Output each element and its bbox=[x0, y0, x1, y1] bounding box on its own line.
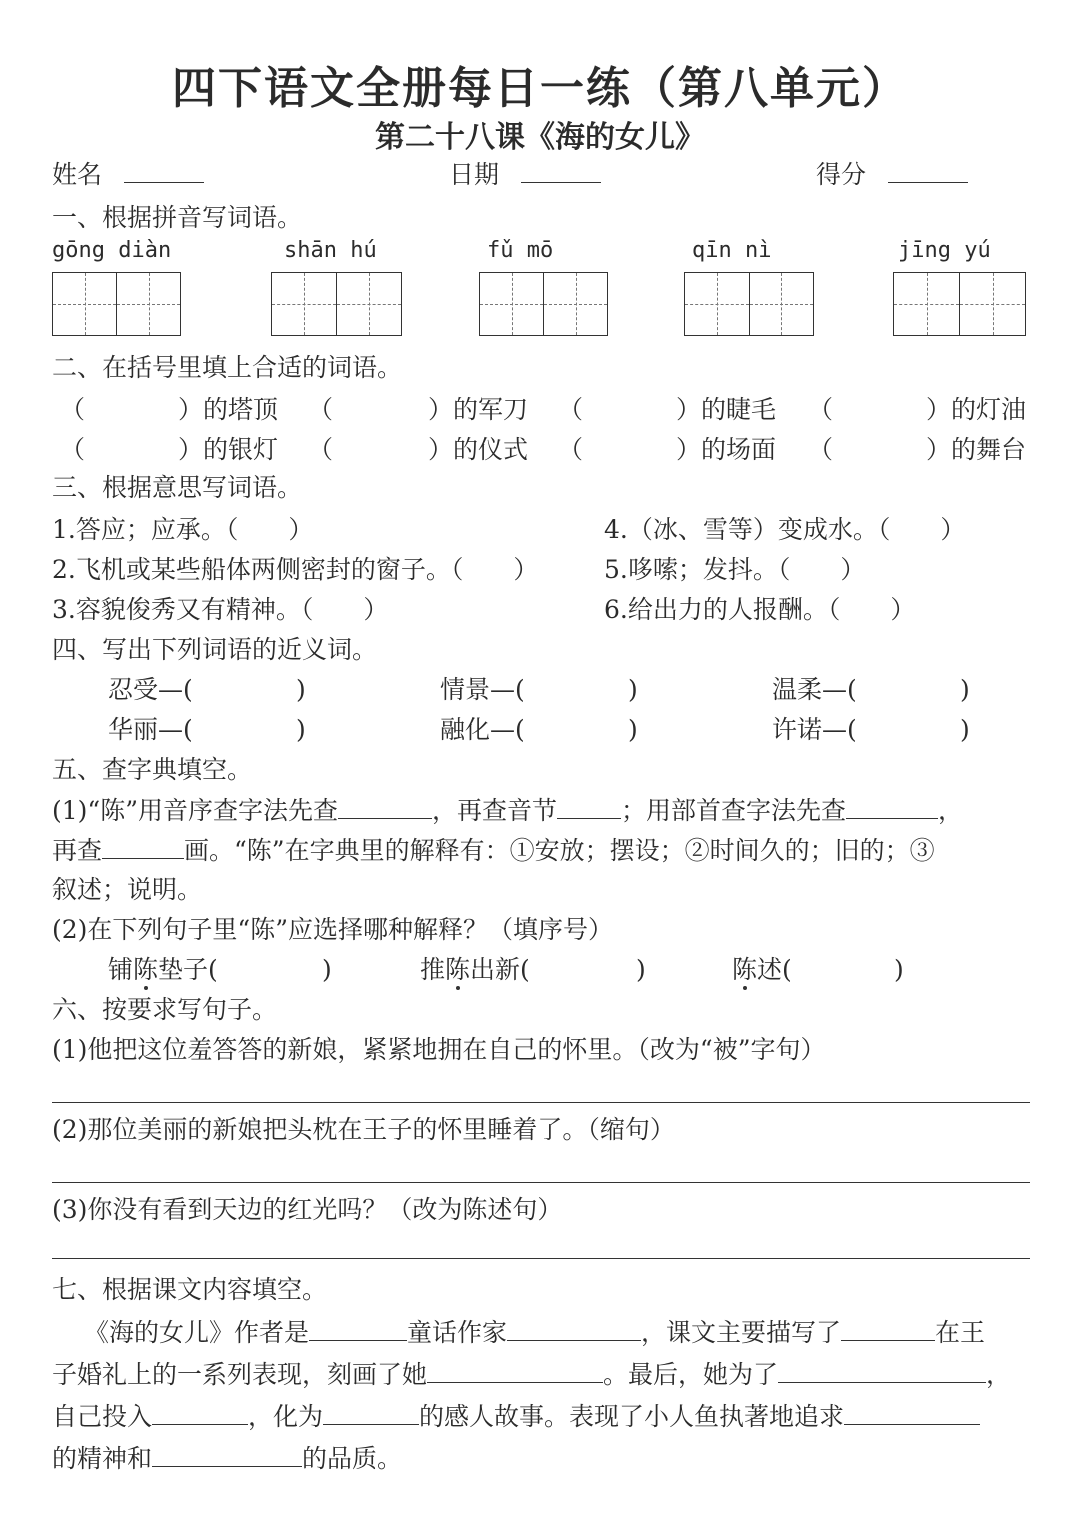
close-paren: ) bbox=[628, 675, 638, 704]
section-4-heading: 四、写出下列词语的近义词。 bbox=[52, 635, 378, 664]
pinyin-1: gōng diàn bbox=[52, 238, 172, 263]
close-paren: ) bbox=[960, 715, 970, 744]
fill-item[interactable]: ）的仪式 bbox=[428, 435, 529, 464]
fill-item[interactable]: ）的军刀 bbox=[428, 395, 529, 424]
section-5-heading: 五、查字典填空。 bbox=[52, 755, 253, 784]
sentence-task-3: (3)你没有看到天边的红光吗？（改为陈述句） bbox=[52, 1195, 563, 1224]
definition-item[interactable]: 4.（冰、雪等）变成水。（ ） bbox=[604, 515, 966, 544]
fill-item[interactable]: ）的场面 bbox=[676, 435, 777, 464]
text: ，化为 bbox=[248, 1402, 324, 1431]
section-1-heading: 一、根据拼音写词语。 bbox=[52, 203, 303, 232]
synonym-item[interactable]: 许诺—( bbox=[772, 715, 857, 744]
fill-item[interactable]: ）的银灯 bbox=[178, 435, 279, 464]
text: 的品质。 bbox=[302, 1444, 403, 1473]
text: 铺 bbox=[108, 955, 134, 984]
text: 的精神和 bbox=[52, 1444, 153, 1473]
date-blank[interactable] bbox=[521, 158, 601, 183]
score-label: 得分 bbox=[816, 160, 867, 189]
writing-grid-2[interactable] bbox=[271, 272, 402, 336]
answer-blank[interactable] bbox=[309, 1316, 407, 1341]
text: 推 bbox=[420, 955, 446, 984]
pinyin-5: jīng yú bbox=[898, 238, 991, 263]
answer-blank[interactable] bbox=[841, 1316, 935, 1341]
close-paren: ) bbox=[636, 955, 646, 984]
open-paren: （ bbox=[60, 395, 86, 424]
text: 童话作家 bbox=[407, 1318, 508, 1347]
text: 的感人故事。表现了小人鱼执著地追求 bbox=[419, 1402, 845, 1431]
answer-blank[interactable] bbox=[427, 1358, 603, 1383]
text: ， bbox=[986, 1360, 1012, 1389]
emphasis-char: 陈 bbox=[133, 955, 159, 984]
pinyin-4: qīn nì bbox=[692, 238, 772, 263]
section-7-heading: 七、根据课文内容填空。 bbox=[52, 1275, 328, 1304]
text: ， bbox=[938, 796, 964, 825]
open-paren: （ bbox=[308, 395, 334, 424]
writing-grid-3[interactable] bbox=[479, 272, 608, 336]
name-label: 姓名 bbox=[52, 160, 103, 189]
fill-line-2 bbox=[52, 1358, 1011, 1391]
fill-item[interactable]: ）的灯油 bbox=[926, 395, 1027, 424]
text: 画。“陈”在字典里的解释有：①安放；摆设；②时间久的；旧的；③ bbox=[184, 836, 935, 865]
open-paren: （ bbox=[558, 435, 584, 464]
name-field bbox=[52, 158, 204, 191]
emphasis-char: 陈 bbox=[445, 955, 471, 984]
text: 《海的女儿》作者是 bbox=[84, 1318, 310, 1347]
answer-blank[interactable] bbox=[323, 1400, 419, 1425]
answer-line-2[interactable] bbox=[52, 1182, 1030, 1183]
definition-item[interactable]: 1.答应；应承。（ ） bbox=[52, 515, 314, 544]
definition-item[interactable]: 5.哆嗦；发抖。（ ） bbox=[604, 555, 866, 584]
page-title: 四下语文全册每日一练（第八单元） bbox=[172, 63, 908, 114]
answer-line-1[interactable] bbox=[52, 1102, 1030, 1103]
close-paren: ) bbox=[296, 675, 306, 704]
text: ；用部首查字法先查 bbox=[621, 796, 847, 825]
synonym-item[interactable]: 情景—( bbox=[440, 675, 525, 704]
section-3-heading: 三、根据意思写词语。 bbox=[52, 473, 303, 502]
answer-blank[interactable] bbox=[844, 1400, 980, 1425]
synonym-item[interactable]: 融化—( bbox=[440, 715, 525, 744]
fill-line-3 bbox=[52, 1400, 980, 1433]
fill-item[interactable]: ）的塔顶 bbox=[178, 395, 279, 424]
synonym-item[interactable]: 华丽—( bbox=[108, 715, 193, 744]
text: 在王 bbox=[935, 1318, 986, 1347]
close-paren: ) bbox=[960, 675, 970, 704]
definition-item[interactable]: 6.给出力的人报酬。（ ） bbox=[604, 595, 916, 624]
phrase-choice-1[interactable] bbox=[108, 954, 218, 986]
close-paren: ) bbox=[894, 955, 904, 984]
date-field bbox=[449, 158, 601, 191]
fill-item[interactable]: ）的睫毛 bbox=[676, 395, 777, 424]
open-paren: （ bbox=[808, 395, 834, 424]
text: 垫子( bbox=[158, 955, 218, 984]
synonym-item[interactable]: 忍受—( bbox=[108, 675, 193, 704]
date-label: 日期 bbox=[449, 160, 500, 189]
answer-blank[interactable] bbox=[102, 834, 184, 859]
dictionary-line-2 bbox=[52, 834, 935, 867]
dictionary-line-3: 叙述；说明。 bbox=[52, 875, 203, 904]
close-paren: ) bbox=[628, 715, 638, 744]
section-2-heading: 二、在括号里填上合适的词语。 bbox=[52, 353, 403, 382]
answer-line-3[interactable] bbox=[52, 1258, 1030, 1259]
answer-blank[interactable] bbox=[152, 1400, 248, 1425]
fill-line-1 bbox=[84, 1316, 985, 1349]
open-paren: （ bbox=[308, 435, 334, 464]
answer-blank[interactable] bbox=[338, 794, 432, 819]
open-paren: （ bbox=[60, 435, 86, 464]
answer-blank[interactable] bbox=[846, 794, 938, 819]
dictionary-question-2: (2)在下列句子里“陈”应选择哪种解释？（填序号） bbox=[52, 915, 613, 944]
answer-blank[interactable] bbox=[778, 1358, 986, 1383]
phrase-choice-3[interactable] bbox=[732, 954, 792, 986]
answer-blank[interactable] bbox=[557, 794, 621, 819]
dictionary-line-1 bbox=[52, 794, 963, 827]
fill-item[interactable]: ）的舞台 bbox=[926, 435, 1027, 464]
lesson-subtitle: 第二十八课《海的女儿》 bbox=[375, 120, 705, 155]
section-6-heading: 六、按要求写句子。 bbox=[52, 995, 278, 1024]
open-paren: （ bbox=[558, 395, 584, 424]
close-paren: ) bbox=[296, 715, 306, 744]
score-blank[interactable] bbox=[888, 158, 968, 183]
text: ，再查音节 bbox=[431, 796, 557, 825]
synonym-item[interactable]: 温柔—( bbox=[772, 675, 857, 704]
sentence-task-2: (2)那位美丽的新娘把头枕在王子的怀里睡着了。（缩句） bbox=[52, 1115, 675, 1144]
text: ，课文主要描写了 bbox=[641, 1318, 842, 1347]
open-paren: （ bbox=[808, 435, 834, 464]
definition-item[interactable]: 2.飞机或某些船体两侧密封的窗子。（ ） bbox=[52, 555, 539, 584]
answer-blank[interactable] bbox=[507, 1316, 641, 1341]
text: 子婚礼上的一系列表现，刻画了她 bbox=[52, 1360, 428, 1389]
name-blank[interactable] bbox=[124, 158, 204, 183]
text: 再查 bbox=[52, 836, 103, 865]
answer-blank[interactable] bbox=[152, 1442, 302, 1467]
pinyin-3: fǔ mō bbox=[487, 238, 554, 263]
emphasis-char: 陈 bbox=[732, 955, 758, 984]
definition-item[interactable]: 3.容貌俊秀又有精神。（ ） bbox=[52, 595, 389, 624]
pinyin-2: shān hú bbox=[284, 238, 377, 263]
writing-grid-5[interactable] bbox=[893, 272, 1026, 336]
text: 出新( bbox=[470, 955, 530, 984]
text: (1)“陈”用音序查字法先查 bbox=[52, 796, 338, 825]
sentence-task-1: (1)他把这位羞答答的新娘，紧紧地拥在自己的怀里。（改为“被”字句） bbox=[52, 1035, 826, 1064]
writing-grid-1[interactable] bbox=[52, 272, 181, 336]
score-field bbox=[816, 158, 968, 191]
writing-grid-4[interactable] bbox=[684, 272, 814, 336]
text: 自己投入 bbox=[52, 1402, 153, 1431]
fill-line-4 bbox=[52, 1442, 402, 1475]
close-paren: ) bbox=[322, 955, 332, 984]
phrase-choice-2[interactable] bbox=[420, 954, 530, 986]
text: 述( bbox=[757, 955, 792, 984]
text: 。最后，她为了 bbox=[603, 1360, 779, 1389]
